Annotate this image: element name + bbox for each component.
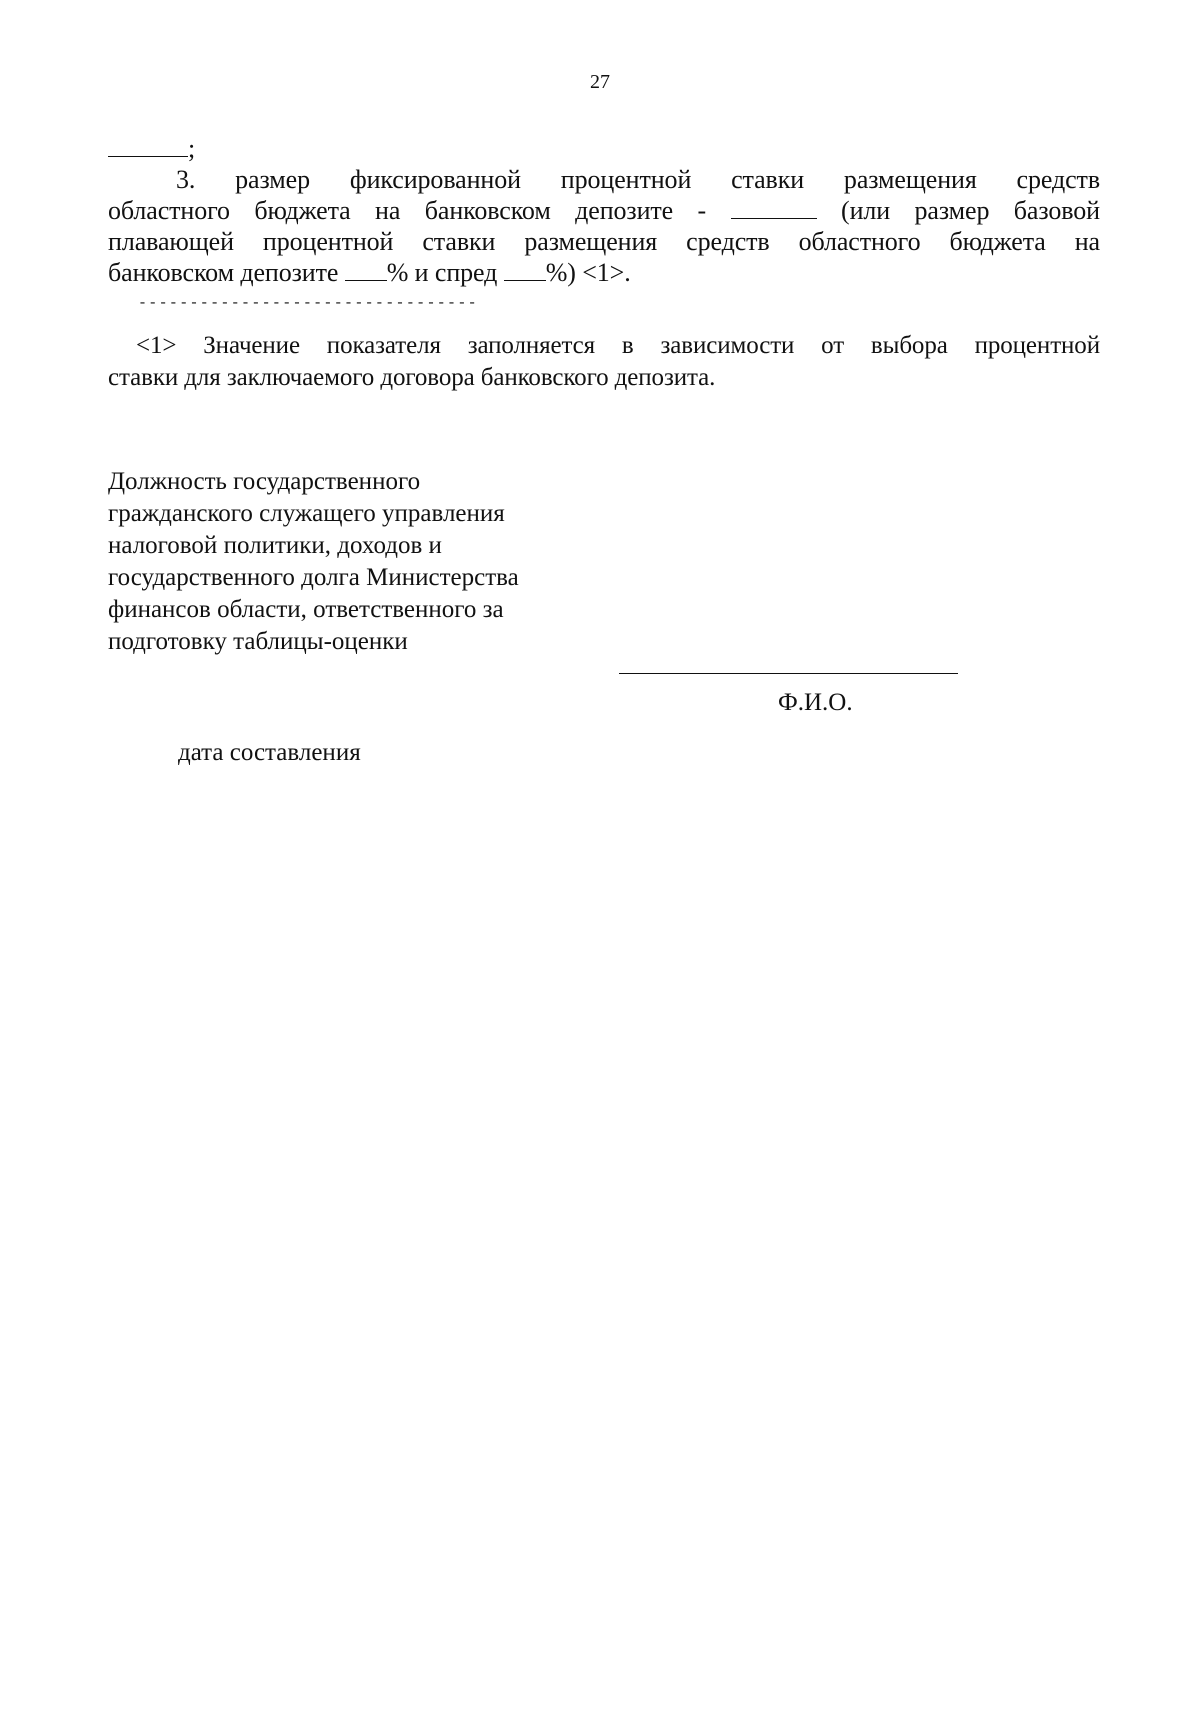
item-3-line-1: 3. размер фиксированной процентной ставки размещения средств bbox=[176, 165, 1100, 194]
position-line-6: подготовку таблицы-оценки bbox=[108, 628, 408, 655]
blank-field-base-rate bbox=[345, 258, 387, 281]
item-3-line-3: плавающей процентной ставки размещения средств областного бюджета на bbox=[108, 227, 1100, 256]
footnote-line-2: ставки для заключаемого договора банковского депозита. bbox=[108, 364, 716, 391]
position-line-5: финансов области, ответственного за bbox=[108, 596, 504, 623]
item-3-line-2-text: областного бюджета на банковском депозите - bbox=[108, 196, 707, 225]
footnote-separator: --------------------------------- bbox=[138, 295, 478, 312]
date-label: дата составления bbox=[178, 739, 361, 766]
item-3-line-4-middle: % и спред bbox=[386, 258, 498, 287]
position-line-1: Должность государственного bbox=[108, 468, 421, 495]
position-line-2: гражданского служащего управления bbox=[108, 500, 505, 527]
prior-item-ending-line bbox=[108, 133, 1100, 164]
footnote bbox=[108, 330, 1100, 394]
footnote-line-1: <1> Значение показателя заполняется в зависимости от выбора процентной bbox=[136, 332, 1100, 359]
item-3-line-4 bbox=[108, 257, 1100, 288]
position-line-3: налоговой политики, доходов и bbox=[108, 532, 442, 559]
prior-item-semicolon: ; bbox=[188, 134, 196, 163]
official-position-block bbox=[108, 466, 668, 658]
blank-field-fixed-rate bbox=[731, 196, 817, 219]
blank-field-previous-value bbox=[108, 134, 188, 157]
item-3-line-4-end: %) <1>. bbox=[545, 258, 631, 287]
blank-field-spread bbox=[504, 258, 546, 281]
signature-line bbox=[619, 673, 958, 674]
position-line-4: государственного долга Министерства bbox=[108, 564, 519, 591]
page-number: 27 bbox=[590, 71, 610, 93]
item-3-line-4-text: банковском депозите bbox=[108, 258, 339, 287]
item-3-line-2 bbox=[108, 195, 1100, 226]
item-3-paragraph bbox=[108, 133, 1100, 288]
fio-label: Ф.И.О. bbox=[778, 689, 853, 716]
item-3-line-2-tail: (или размер базовой bbox=[841, 196, 1100, 225]
